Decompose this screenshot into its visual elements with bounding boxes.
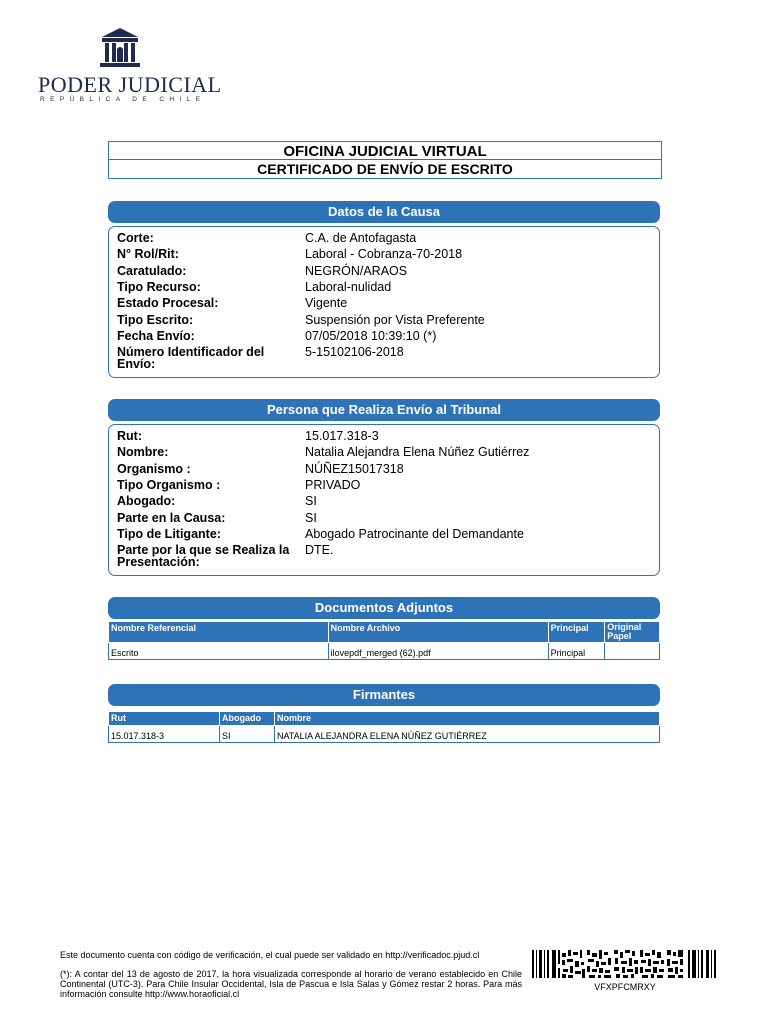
time-note: (*): A contar del 13 de agosto de 2017, la hora visualizada corresponde al horario de verano establecido en Chile Continental (UTC-3). Para Chile Insular Occidental, Isla de Pascua e Isla Salas y Gómez restar 2 horas. Para más información consulte http://www.horaoficial.cl	[60, 969, 522, 999]
table-row	[109, 643, 660, 660]
causa-heading: Datos de la Causa	[108, 201, 660, 223]
poder-judicial-logo	[36, 26, 222, 106]
page-subtitle: CERTIFICADO DE ENVÍO DE ESCRITO	[257, 161, 513, 177]
title-box	[108, 141, 662, 179]
persona-heading: Persona que Realiza Envío al Tribunal	[108, 399, 660, 421]
page-title: OFICINA JUDICIAL VIRTUAL	[109, 142, 661, 160]
org-name: PODER JUDICIAL	[38, 72, 222, 97]
documentos-table	[108, 621, 660, 660]
column-header: Principal	[548, 622, 605, 643]
footer-text	[60, 950, 522, 1008]
table-cell: SI	[220, 726, 275, 743]
persona-box: Rut: 15.017.318-3 Nombre: Natalia Alejandra Elena Núñez Gutiérrez Organismo : NÚÑEZ15017318 Tipo Organismo : PRIVADO Abogado: SI Parte en la Causa: SI Tipo de Litigante: Abogado Patrocinante del Demandante Parte por la que se Realiza la Presentación: DTE.	[108, 424, 660, 576]
verification-note: Este documento cuenta con código de verificación, el cual puede ser validado en http://verificadoc.pjud.cl	[60, 950, 480, 960]
table-cell	[605, 643, 660, 660]
table-cell: Principal	[548, 643, 605, 660]
table-cell: Escrito	[109, 643, 329, 660]
firmantes-heading: Firmantes	[108, 684, 660, 706]
barcode-icon	[532, 950, 718, 978]
column-header: Nombre Referencial	[109, 622, 329, 643]
column-header: Rut	[109, 712, 220, 726]
causa-box: Corte: C.A. de Antofagasta N° Rol/Rit: Laboral - Cobranza-70-2018 Caratulado: NEGRÓN/ARAOS Tipo Recurso: Laboral-nulidad Estado Procesal: Vigente Tipo Escrito: Suspensión por Vista Preferente Fecha Envío: 07/05/2018 10:39:10 (*) Número Identificador del Envío: 5-15102106-2018	[108, 226, 660, 378]
column-header: Nombre Archivo	[328, 622, 548, 643]
column-header: Abogado	[220, 712, 275, 726]
table-header-row	[109, 712, 660, 726]
firmantes-table	[108, 711, 660, 743]
table-row	[109, 726, 660, 743]
table-cell: ilovepdf_merged (62).pdf	[328, 643, 548, 660]
courthouse-icon	[98, 26, 142, 70]
column-header: Nombre	[275, 712, 660, 726]
table-cell: 15.017.318-3	[109, 726, 220, 743]
table-header-row	[109, 622, 660, 643]
org-subtitle: REPÚBLICA DE CHILE	[40, 96, 206, 103]
column-header: Original Papel	[605, 622, 660, 643]
table-cell: NATALIA ALEJANDRA ELENA NÚÑEZ GUTIÉRREZ	[275, 726, 660, 743]
documentos-heading: Documentos Adjuntos	[108, 597, 660, 619]
verification-code: VFXPFCMRXY	[594, 982, 656, 992]
